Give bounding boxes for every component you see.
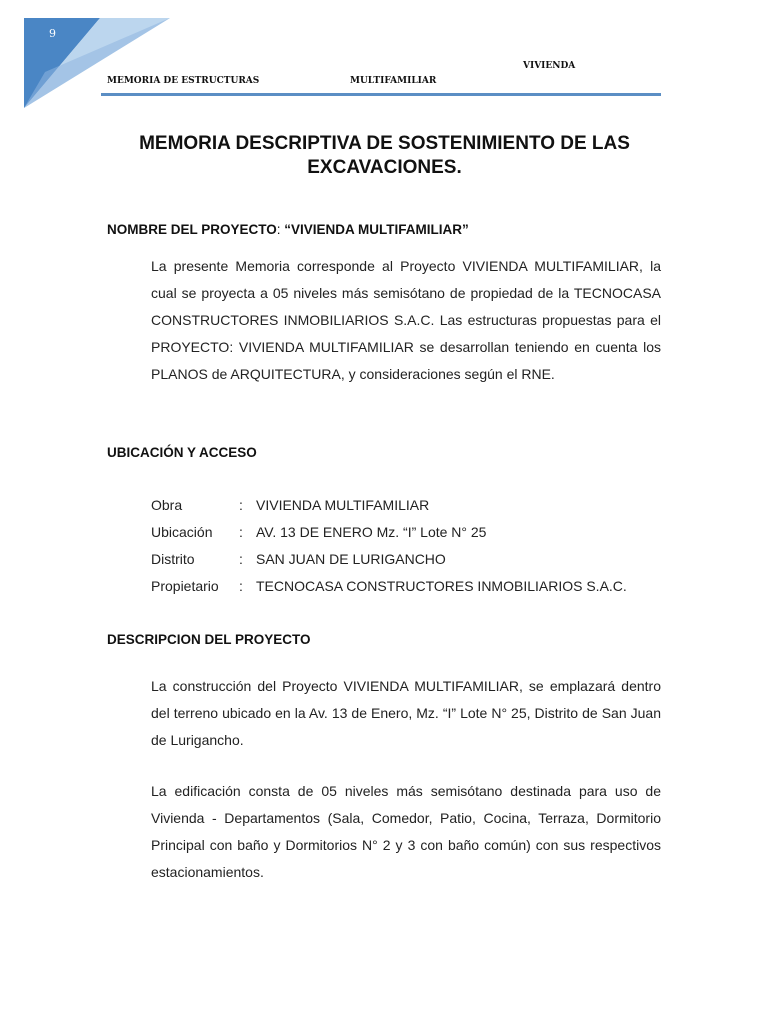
document-title: MEMORIA DESCRIPTIVA DE SOSTENIMIENTO DE LAS EXCAVACIONES.: [139, 133, 630, 178]
ubicacion-key: Ubicación: [151, 524, 213, 540]
header-left-text: MEMORIA DE ESTRUCTURAS: [107, 76, 260, 86]
ubicacion-colon: :: [239, 524, 243, 540]
descripcion-paragraph-2: La edificación consta de 05 niveles más semisótano destinada para uso de Vivienda - Departamentos (Sala, Comedor, Patio, Cocina, Terraza, Dormitorio Principal con baño y Dormitorios N° 2 y 3 con baño común) con sus respectivos estacionamientos.: [151, 783, 661, 880]
ubicacion-value: SAN JUAN DE LURIGANCHO: [256, 551, 446, 567]
page-number: 9: [49, 27, 56, 40]
header-right-text: VIVIENDA: [523, 61, 576, 71]
nombre-value: “VIVIENDA MULTIFAMILIAR”: [284, 222, 469, 237]
ubicacion-key: Obra: [151, 497, 183, 513]
ubicacion-key: Propietario: [151, 578, 219, 594]
ubicacion-colon: :: [239, 497, 243, 513]
section-heading-nombre: [107, 222, 469, 237]
section-heading-descripcion: DESCRIPCION DEL PROYECTO: [107, 632, 311, 647]
ubicacion-colon: :: [239, 551, 243, 567]
ubicacion-value: TECNOCASA CONSTRUCTORES INMOBILIARIOS S.A.C.: [256, 578, 627, 594]
header-middle-text: MULTIFAMILIAR: [350, 76, 437, 86]
nombre-paragraph: La presente Memoria corresponde al Proyecto VIVIENDA MULTIFAMILIAR, la cual se proyecta a 05 niveles más semisótano de propiedad de la TECNOCASA CONSTRUCTORES INMOBILIARIOS S.A.C. Las estructuras propuestas para el PROYECTO: VIVIENDA MULTIFAMILIAR se desarrollan teniendo en cuenta los PLANOS de ARQUITECTURA, y consideraciones según el RNE.: [151, 258, 661, 382]
ubicacion-value: AV. 13 DE ENERO Mz. “I” Lote N° 25: [256, 524, 487, 540]
ubicacion-colon: :: [239, 578, 243, 594]
nombre-separator: :: [276, 222, 285, 237]
ubicacion-key: Distrito: [151, 551, 195, 567]
descripcion-paragraph-1: La construcción del Proyecto VIVIENDA MULTIFAMILIAR, se emplazará dentro del terreno ubicado en la Av. 13 de Enero, Mz. “I” Lote N° 25, Distrito de San Juan de Lurigancho.: [151, 678, 661, 748]
nombre-label: NOMBRE DEL PROYECTO: [107, 222, 277, 237]
ubicacion-value: VIVIENDA MULTIFAMILIAR: [256, 497, 430, 513]
header-rule: [101, 93, 661, 96]
section-heading-ubicacion: UBICACIÓN Y ACCESO: [107, 445, 257, 460]
